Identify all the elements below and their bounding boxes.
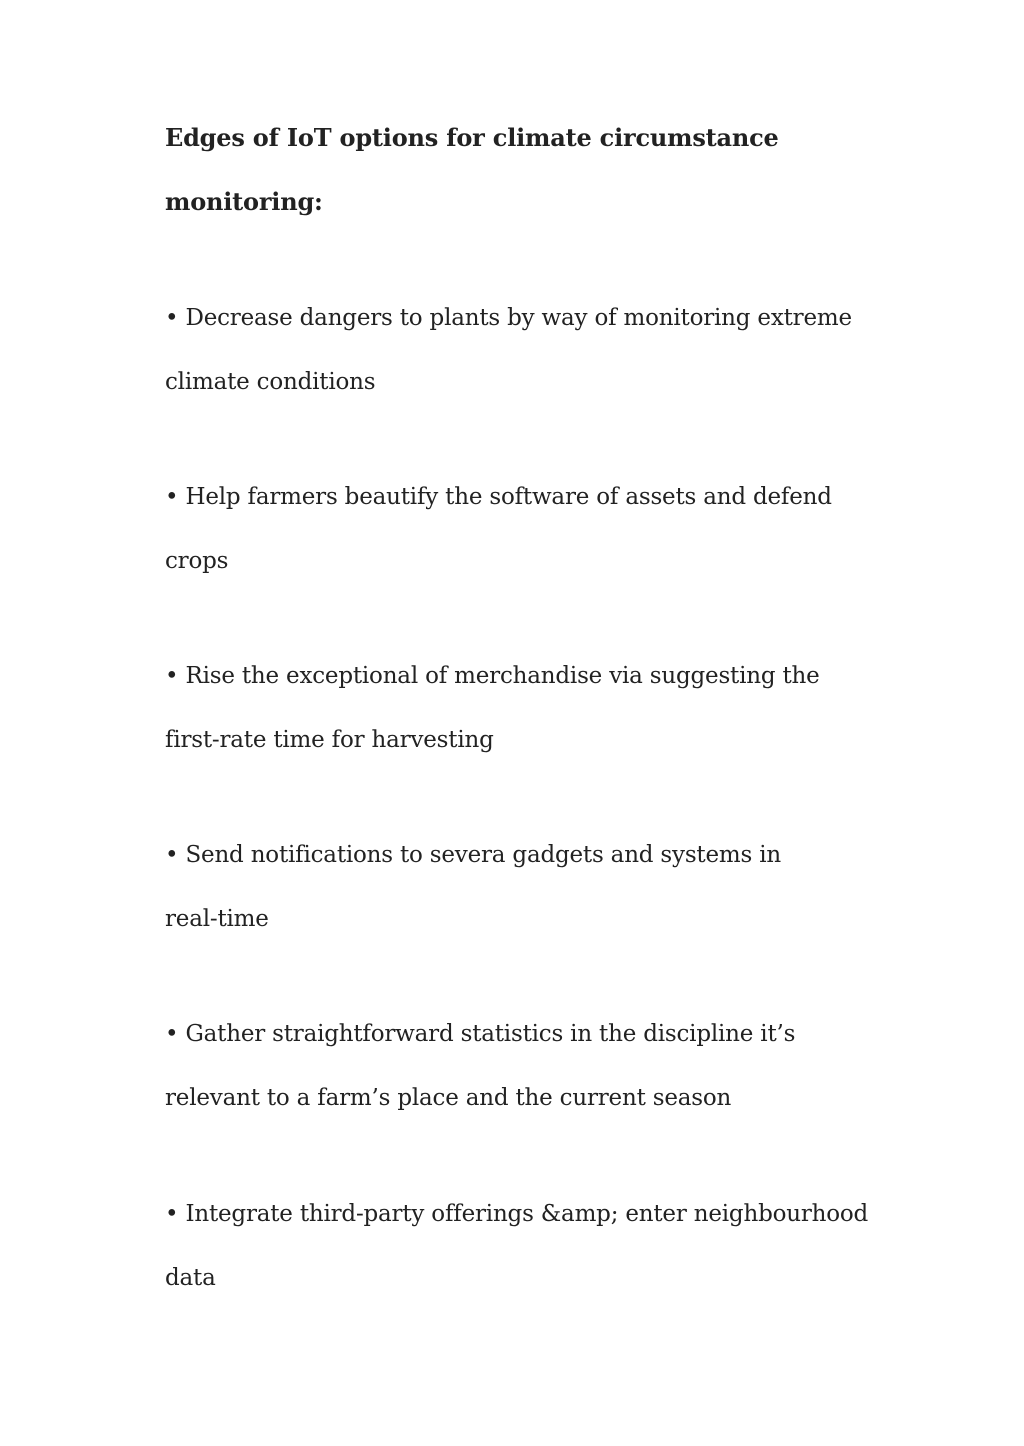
bullet-4-line-1: • Send notifications to severa gadgets and systems in (165, 842, 781, 868)
bullet-5-line-2: relevant to a farm’s place and the current season (165, 1085, 732, 1111)
bullet-3-line-1: • Rise the exceptional of merchandise via suggesting the (165, 663, 820, 689)
bullet-4-line-2: real-time (165, 906, 269, 932)
heading-line-1: Edges of IoT options for climate circumstance (165, 123, 779, 152)
bullet-1-line-2: climate conditions (165, 369, 376, 395)
bullet-5-line-1: • Gather straightforward statistics in the discipline it’s (165, 1021, 796, 1047)
bullet-3-line-2: first-rate time for harvesting (165, 727, 494, 753)
bullet-1-line-1: • Decrease dangers to plants by way of monitoring extreme (165, 305, 852, 331)
bullet-6-line-1: • Integrate third-party offerings &amp; enter neighbourhood (165, 1201, 869, 1227)
bullet-2-line-1: • Help farmers beautify the software of assets and defend (165, 484, 832, 510)
bullet-6-line-2: data (165, 1265, 216, 1291)
bullet-2-line-2: crops (165, 548, 229, 574)
heading-line-2: monitoring: (165, 187, 323, 216)
